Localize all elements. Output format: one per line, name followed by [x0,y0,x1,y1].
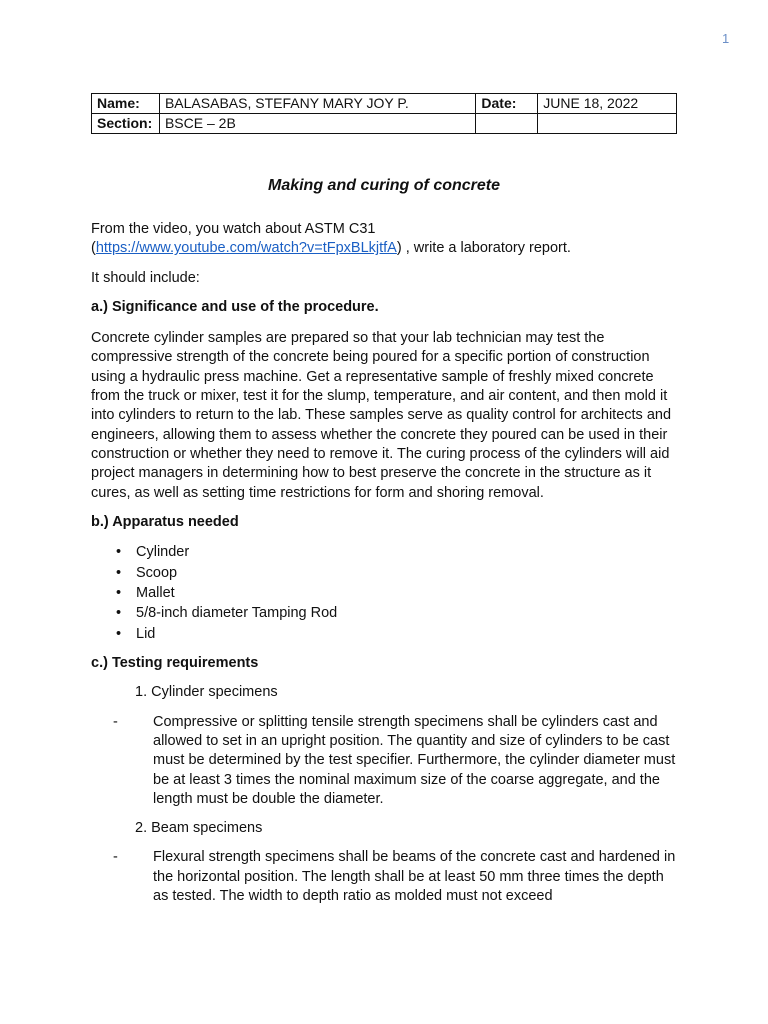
cylinder-specimens-text: Compressive or splitting tensile strength specimens shall be cylinders cast and allowed to set in an upright position. The quantity and size of cylinders to be cast must be determined by the test specifier. Furthermore, the cylinder diameter must be at least 3 times the nominal maximum size of the coarse aggregate, and the length must be double the diameter. [153,713,676,807]
date-value: JUNE 18, 2022 [538,94,677,114]
name-value: BALASABAS, STEFANY MARY JOY P. [159,94,475,114]
bullet-marker: • [116,544,122,561]
date-label: Date: [476,94,538,114]
beam-specimens-text: Flexural strength specimens shall be beams of the concrete cast and hardened in the horizontal position. The length shall be at least 50 mm three times the depth as tested. The width to depth ratio as molded must not exceed [153,849,676,905]
section-a-body: Concrete cylinder samples are prepared so that your lab technician may test the compressive strength of the concrete being poured for a specific portion of construction using a hydraulic press machine. Get a representative sample of freshly mixed concrete from the truck or mixer, test it for the slump, temperature, and air content, and then mold it into cylinders to return to the lab. These samples serve as quality control for architects and engineers, allowing them to assess whether the concrete they poured can be used in their construction or whether they need to remove it. The curing process of the cylinders will aid project managers in determining how to best preserve the concrete in the structure as it cures, as well as setting time restrictions for form and shoring removal. [91,330,672,501]
table-row [92,94,677,114]
list-item: • Cylinder [91,542,681,562]
include-text: It should include: [91,269,200,286]
intro-link-line [91,239,681,258]
list-item: • Scoop [91,563,681,583]
list-item: • Lid [91,624,681,644]
list-item: • Mallet [91,583,681,603]
empty-cell [538,114,677,134]
section-a-heading: a.) Significance and use of the procedure. [91,298,379,315]
table-row [92,114,677,134]
dash-marker: - [113,849,118,866]
bullet-marker: • [116,625,122,642]
page-number: 1 [722,31,730,46]
bullet-marker: • [116,584,122,601]
intro-line-rest: ) , write a laboratory report. [396,240,571,257]
section-label: Section: [92,114,160,134]
dash-marker: - [113,713,118,730]
list-item: • 5/8-inch diameter Tamping Rod [91,603,681,623]
document-title: Making and curing of concrete [267,177,501,194]
section-value: BSCE – 2B [159,114,475,134]
apparatus-list [91,542,681,644]
document-body [91,220,681,906]
beam-specimens-body [91,848,681,906]
empty-cell [476,114,538,134]
name-label: Name: [92,94,160,114]
beam-specimens-title: 2. Beam specimens [135,820,263,837]
section-b-heading: b.) Apparatus needed [91,513,239,530]
cylinder-specimens-title: 1. Cylinder specimens [135,684,278,701]
student-info-table [91,93,677,134]
open-paren: ( [91,240,96,257]
intro-line: From the video, you watch about ASTM C31 [91,221,376,237]
section-c-heading: c.) Testing requirements [91,655,259,672]
youtube-link[interactable]: https://www.youtube.com/watch?v=tFpxBLkjtfA [95,240,397,257]
cylinder-specimens-body [91,713,681,809]
bullet-marker: • [116,564,122,581]
bullet-marker: • [116,605,122,622]
